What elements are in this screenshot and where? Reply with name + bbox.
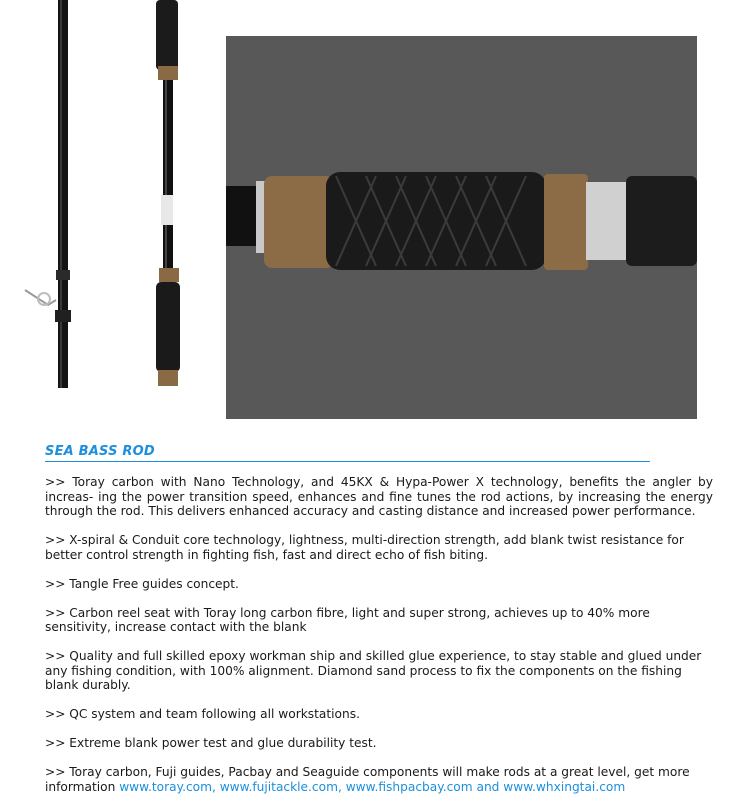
info-text: >> Toray carbon, Fuji guides, Pacbay and Seaguide components will make rods at a great level, get more information [45,765,690,794]
feature-paragraph: >> Extreme blank power test and glue durability test. [45,736,377,750]
feature-paragraph: >> Quality and full skilled epoxy workman ship and skilled glue experience, to stay stable and glued under any fishing condition, with 100% alignment. Diamond sand process to fix the components on the fishing blank durably. [45,649,702,692]
feature-paragraph: >> Tangle Free guides concept. [45,576,239,591]
feature-paragraph: >> QC system and team following all workstations. [45,707,360,721]
feature-list [45,475,713,809]
section-title: SEA BASS ROD [45,444,155,459]
rod-product-image [20,0,220,400]
feature-paragraph: >> X-spiral & Conduit core technology, lightness, multi-direction strength, add blank twist resistance for better control strength in fighting fish, fast and direct echo of fish biting. [45,533,684,562]
feature-paragraph: >> Carbon reel seat with Toray long carbon fibre, light and super strong, achieves up to 40% more sensitivity, increase contact with the blank [45,605,650,634]
feature-paragraph: >> Toray carbon with Nano Technology, and 45KX & Hypa-Power X technology, benefits the angler by increas- ing the power transition speed, enhances and fine tunes the rod actions, by increasing the energy through the rod. This delivers enhanced accuracy and casting distance and increased power performance. [45,475,713,518]
info-paragraph [45,765,713,794]
grip-closeup-image [226,36,697,419]
website-links[interactable]: www.toray.com, www.fujitackle.com, www.fishpacbay.com and www.whxingtai.com [119,779,626,794]
title-divider [45,461,650,462]
